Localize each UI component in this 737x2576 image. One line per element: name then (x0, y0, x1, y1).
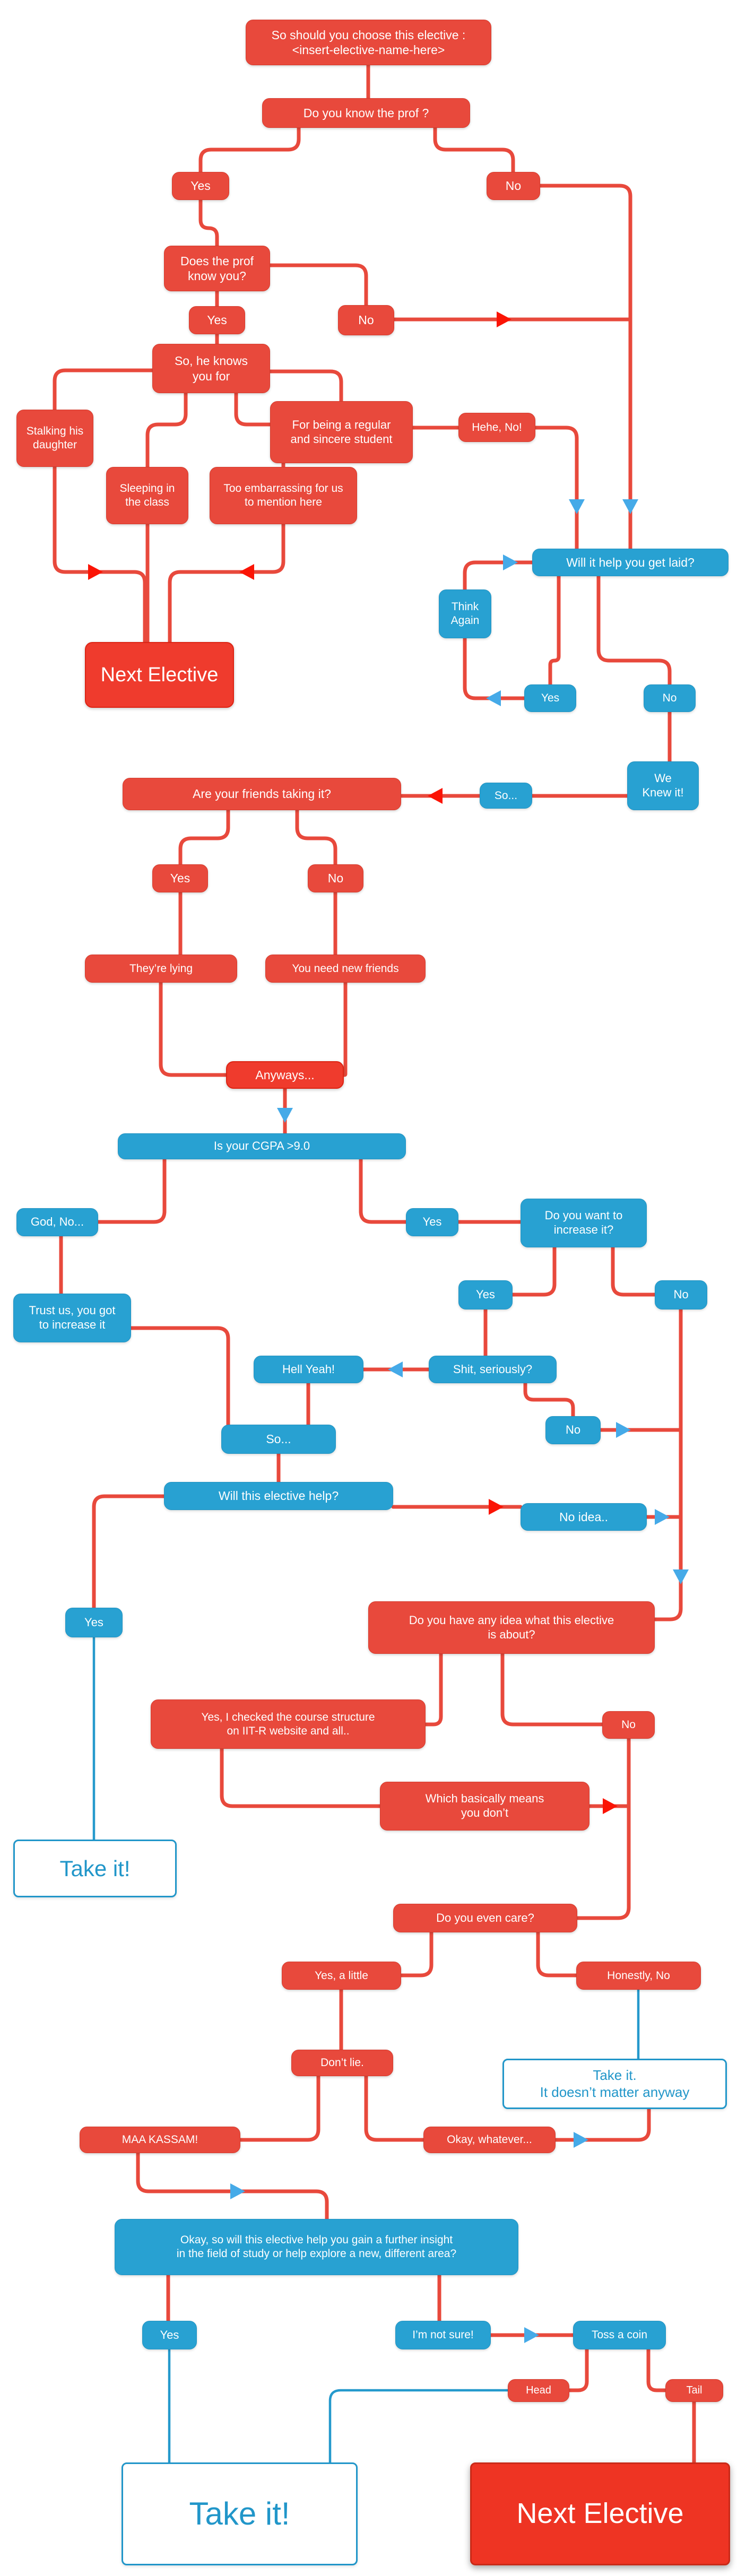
node-yes-know-prof-label: Yes (190, 179, 211, 193)
node-god-no (16, 1208, 98, 1236)
node-so-1-label: So... (494, 789, 518, 802)
arrow-noidea-right-icon (655, 1509, 670, 1525)
edge-lying-to-anyways (161, 983, 226, 1075)
node-basically-means-label: Which basically means (425, 1792, 544, 1806)
arrow-no2-right-icon (497, 311, 511, 327)
node-head-label: Head (526, 2384, 551, 2397)
edge-profknowyou-to-no2 (270, 265, 366, 305)
node-new-friends-label: You need new friends (292, 962, 399, 975)
node-take-it-3-label: Take it! (189, 2496, 290, 2532)
node-prof-know-you-label: Does the prof (180, 254, 254, 268)
node-no-increase (655, 1280, 707, 1309)
node-no-friends (308, 864, 363, 892)
node-trust-us-label: Trust us, you got (29, 1304, 116, 1317)
edge-toss-to-head (569, 2349, 587, 2390)
arrow-embarrassing-left-icon (239, 564, 254, 580)
node-knows-you-for (152, 344, 270, 393)
node-so-2 (221, 1425, 336, 1454)
node-sleeping-label: the class (125, 496, 169, 508)
node-take-it-2 (502, 2059, 727, 2109)
node-no-increase-label: No (673, 1288, 689, 1302)
node-no-seriously-label: No (565, 1423, 581, 1437)
node-regular-student (270, 401, 413, 463)
node-theyre-lying-label: They’re lying (129, 962, 193, 975)
node-shit-seriously (429, 1356, 557, 1383)
node-think-again-label: Think (451, 601, 479, 613)
edge-yes3-to-thinkagain (465, 638, 524, 698)
node-any-idea-label: is about? (488, 1627, 535, 1641)
node-no-laid (644, 684, 696, 712)
node-embarrassing (210, 467, 357, 524)
arrow-so1-left-icon (428, 788, 443, 804)
node-toss-coin-label: Toss a coin (591, 2329, 648, 2341)
edge-okaywhatever-to-takeit2 (556, 2109, 649, 2140)
edge-evencare-to-honestlyno (538, 1932, 576, 1975)
node-cgpa-label: Is your CGPA >9.0 (213, 1139, 310, 1153)
node-checked-structure-label: Yes, I checked the course structure (201, 1711, 375, 1723)
node-elective-help-label: Will this elective help? (218, 1489, 339, 1503)
node-maa-kassam (80, 2127, 240, 2153)
node-hell-yeah-label: Hell Yeah! (282, 1362, 335, 1376)
node-yes-a-little-label: Yes, a little (315, 1969, 368, 1982)
edge-newfriends-to-anyways (344, 983, 345, 1075)
node-yes-increase (458, 1280, 513, 1309)
node-title-label: So should you choose this elective : (271, 28, 466, 42)
node-stalking-label: Stalking his (26, 425, 84, 438)
node-yes-laid (524, 684, 576, 712)
node-anyways (226, 1061, 344, 1089)
edge-friends-to-yes4 (180, 810, 228, 864)
node-dont-lie-label: Don’t lie. (320, 2057, 364, 2069)
node-embarrassing-label: Too embarrassing for us (223, 482, 343, 495)
node-anyways-label: Anyways... (255, 1068, 315, 1082)
node-want-increase-label: increase it? (553, 1223, 614, 1236)
arrow-no1-down-icon (622, 499, 638, 514)
node-even-care (393, 1904, 577, 1932)
node-friends-taking (123, 778, 401, 810)
node-take-it-3 (122, 2462, 358, 2565)
edge-knowsfor-to-stalking (55, 370, 152, 410)
node-yes-prof-knows (189, 306, 245, 334)
edge-embarrassing-to-next1 (170, 524, 283, 642)
node-yes-help-label: Yes (84, 1615, 103, 1629)
node-hehe-no (458, 413, 535, 442)
node-next-elective-1 (85, 642, 234, 708)
node-yes-increase-label: Yes (476, 1288, 495, 1302)
node-get-laid-label: Will it help you get laid? (566, 555, 695, 569)
node-yes-friends-label: Yes (170, 871, 190, 886)
node-next-elective-2 (470, 2462, 730, 2565)
node-prof-know-you-label: know you? (188, 269, 246, 283)
edge-getlaid-to-no3 (599, 576, 670, 684)
node-no-friends-label: No (327, 871, 344, 886)
edge-getlaid-to-yes3 (550, 576, 559, 684)
edge-friends-to-no4 (297, 810, 335, 864)
node-yes-cgpa-label: Yes (422, 1215, 442, 1229)
edge-head-to-takeit3 (330, 2390, 508, 2462)
node-yes-friends (152, 864, 208, 892)
edge-increase-to-yes6 (513, 1247, 554, 1295)
node-embarrassing-label: to mention here (245, 496, 322, 508)
node-we-knew-it-label: Knew it! (642, 786, 684, 799)
arrow-think-right-icon (503, 554, 518, 570)
node-take-it-1 (13, 1840, 177, 1897)
node-want-increase (521, 1199, 647, 1247)
node-toss-coin (573, 2321, 666, 2349)
node-yes-help (65, 1608, 123, 1637)
edge-checked-to-basically (222, 1749, 380, 1806)
node-honestly-no (576, 1962, 701, 1990)
node-no-idea (521, 1503, 647, 1531)
node-yes-prof-knows-label: Yes (207, 313, 227, 327)
edge-evencare-to-yesalittle (401, 1932, 431, 1975)
node-any-idea-label: Do you have any idea what this elective (409, 1613, 614, 1627)
node-yes-insight-label: Yes (160, 2328, 179, 2341)
node-know-prof (262, 98, 470, 128)
edge-knowprof-to-yes (201, 128, 299, 172)
arrow-stalking-right-icon (88, 564, 103, 580)
arrow-electivehelp-right-icon (489, 1499, 504, 1515)
edge-dontlie-to-maakassam (240, 2076, 318, 2140)
edge-knowprof-to-no (435, 128, 513, 172)
node-take-it-2-label: It doesn’t matter anyway (540, 2084, 690, 2100)
node-sleeping-label: Sleeping in (119, 482, 175, 495)
node-no-idea-label: No idea.. (559, 1510, 609, 1524)
arrow-hehe-down-icon (569, 499, 585, 514)
node-new-friends (265, 955, 426, 983)
node-friends-taking-label: Are your friends taking it? (193, 787, 331, 801)
node-so-2-label: So... (266, 1432, 291, 1446)
edge-no1-right-down (540, 186, 630, 549)
node-dont-lie (291, 2050, 393, 2076)
node-sleeping (106, 467, 188, 524)
node-knows-you-for-label: you for (192, 369, 230, 383)
node-stalking-label: daughter (33, 439, 77, 451)
node-stalking (16, 410, 93, 467)
edge-increase-to-no5 (613, 1247, 655, 1295)
node-prof-know-you (164, 246, 270, 291)
node-any-idea (368, 1601, 655, 1654)
node-next-elective-1-label: Next Elective (100, 663, 219, 686)
node-trust-us (13, 1294, 131, 1342)
edge-anyidea-to-checked (426, 1654, 441, 1724)
node-hell-yeah (254, 1356, 363, 1383)
node-yes-cgpa (406, 1208, 458, 1236)
node-shit-seriously-label: Shit, seriously? (453, 1362, 533, 1376)
edge-thinkagain-to-getlaid (465, 562, 532, 589)
edge-shit-to-no6 (525, 1383, 573, 1416)
node-yes-insight (142, 2321, 197, 2349)
node-title-label: <insert-elective-name-here> (292, 43, 445, 57)
arrow-no6-right-icon (616, 1422, 631, 1438)
node-no-prof-knows (338, 305, 394, 335)
node-okay-whatever-label: Okay, whatever... (447, 2133, 532, 2146)
edge-trustus-to-so2 (131, 1328, 228, 1425)
edge-yes-to-profknowyou (201, 200, 217, 246)
arrow-notsure-right-icon (524, 2327, 539, 2343)
node-we-knew-it (627, 761, 699, 810)
node-so-1 (480, 783, 532, 809)
node-big-question-label: Okay, so will this elective help you gain a further insight (180, 2234, 453, 2247)
edge-hehe-to-getlaid (535, 428, 577, 549)
node-okay-whatever (423, 2127, 556, 2153)
node-not-sure-label: I’m not sure! (412, 2329, 474, 2341)
node-no-idea-about-label: No (621, 1719, 636, 1731)
node-we-knew-it-label: We (654, 771, 672, 785)
edge-toss-to-tail (648, 2349, 665, 2390)
node-theyre-lying (85, 955, 237, 983)
node-know-prof-label: Do you know the prof ? (303, 106, 429, 120)
node-think-again (439, 589, 491, 638)
node-honestly-no-label: Honestly, No (607, 1969, 670, 1982)
arrow-yes3-left-icon (486, 690, 501, 706)
node-no-know-prof-label: No (505, 179, 522, 193)
arrow-basically-right-icon (603, 1798, 618, 1814)
node-no-seriously (545, 1416, 601, 1444)
node-no-know-prof (487, 172, 540, 200)
node-hehe-no-label: Hehe, No! (472, 421, 522, 433)
node-elective-help (164, 1482, 393, 1510)
node-tail (665, 2379, 723, 2402)
arrow-anyways-down-icon (277, 1108, 293, 1123)
node-big-question (115, 2219, 518, 2275)
node-trust-us-label: to increase it (39, 1318, 106, 1331)
node-get-laid (532, 549, 729, 576)
node-no-prof-knows-label: No (358, 313, 374, 327)
arrow-maakassam-right-icon (230, 2183, 245, 2199)
node-title (246, 20, 491, 65)
arrow-no5-down-icon (673, 1569, 689, 1584)
node-checked-structure (151, 1699, 426, 1749)
node-take-it-2-label: Take it. (593, 2067, 637, 2083)
edge-anyidea-to-no7 (502, 1654, 602, 1724)
node-basically-means (380, 1782, 589, 1831)
node-basically-means-label: you don’t (461, 1806, 509, 1819)
node-yes-know-prof (172, 172, 229, 200)
arrow-okaywhatever-right-icon (574, 2132, 588, 2148)
node-big-question-label: in the field of study or help explore a new, different area? (176, 2248, 457, 2260)
node-knows-you-for-label: So, he knows (174, 354, 248, 368)
node-next-elective-2-label: Next Elective (516, 2497, 684, 2530)
node-think-again-label: Again (450, 614, 480, 627)
node-maa-kassam-label: MAA KASSAM! (122, 2133, 198, 2146)
edge-dontlie-to-okaywhatever (366, 2076, 423, 2140)
arrow-shit-left-icon (388, 1361, 403, 1377)
node-no-idea-about (602, 1711, 655, 1739)
node-god-no-label: God, No... (30, 1215, 84, 1229)
node-yes-a-little (282, 1962, 401, 1990)
edge-electivehelp-to-yes7 (94, 1496, 164, 1608)
node-tail-label: Tail (686, 2384, 703, 2397)
node-no-laid-label: No (662, 692, 677, 705)
node-regular-student-label: and sincere student (290, 432, 393, 446)
node-yes-laid-label: Yes (541, 692, 560, 705)
node-take-it-1-label: Take it! (59, 1855, 131, 1881)
edge-cgpa-to-godno (98, 1159, 164, 1222)
node-cgpa (118, 1133, 406, 1159)
edge-knowsfor-to-sleeping (148, 393, 186, 467)
node-checked-structure-label: on IIT-R website and all.. (227, 1724, 350, 1737)
node-not-sure (395, 2321, 491, 2349)
node-want-increase-label: Do you want to (544, 1209, 623, 1222)
edge-cgpa-to-yes5 (361, 1159, 406, 1222)
node-regular-student-label: For being a regular (292, 418, 391, 431)
node-even-care-label: Do you even care? (436, 1911, 534, 1924)
node-head (508, 2379, 569, 2402)
edge-knowsfor-to-regular (270, 371, 341, 401)
